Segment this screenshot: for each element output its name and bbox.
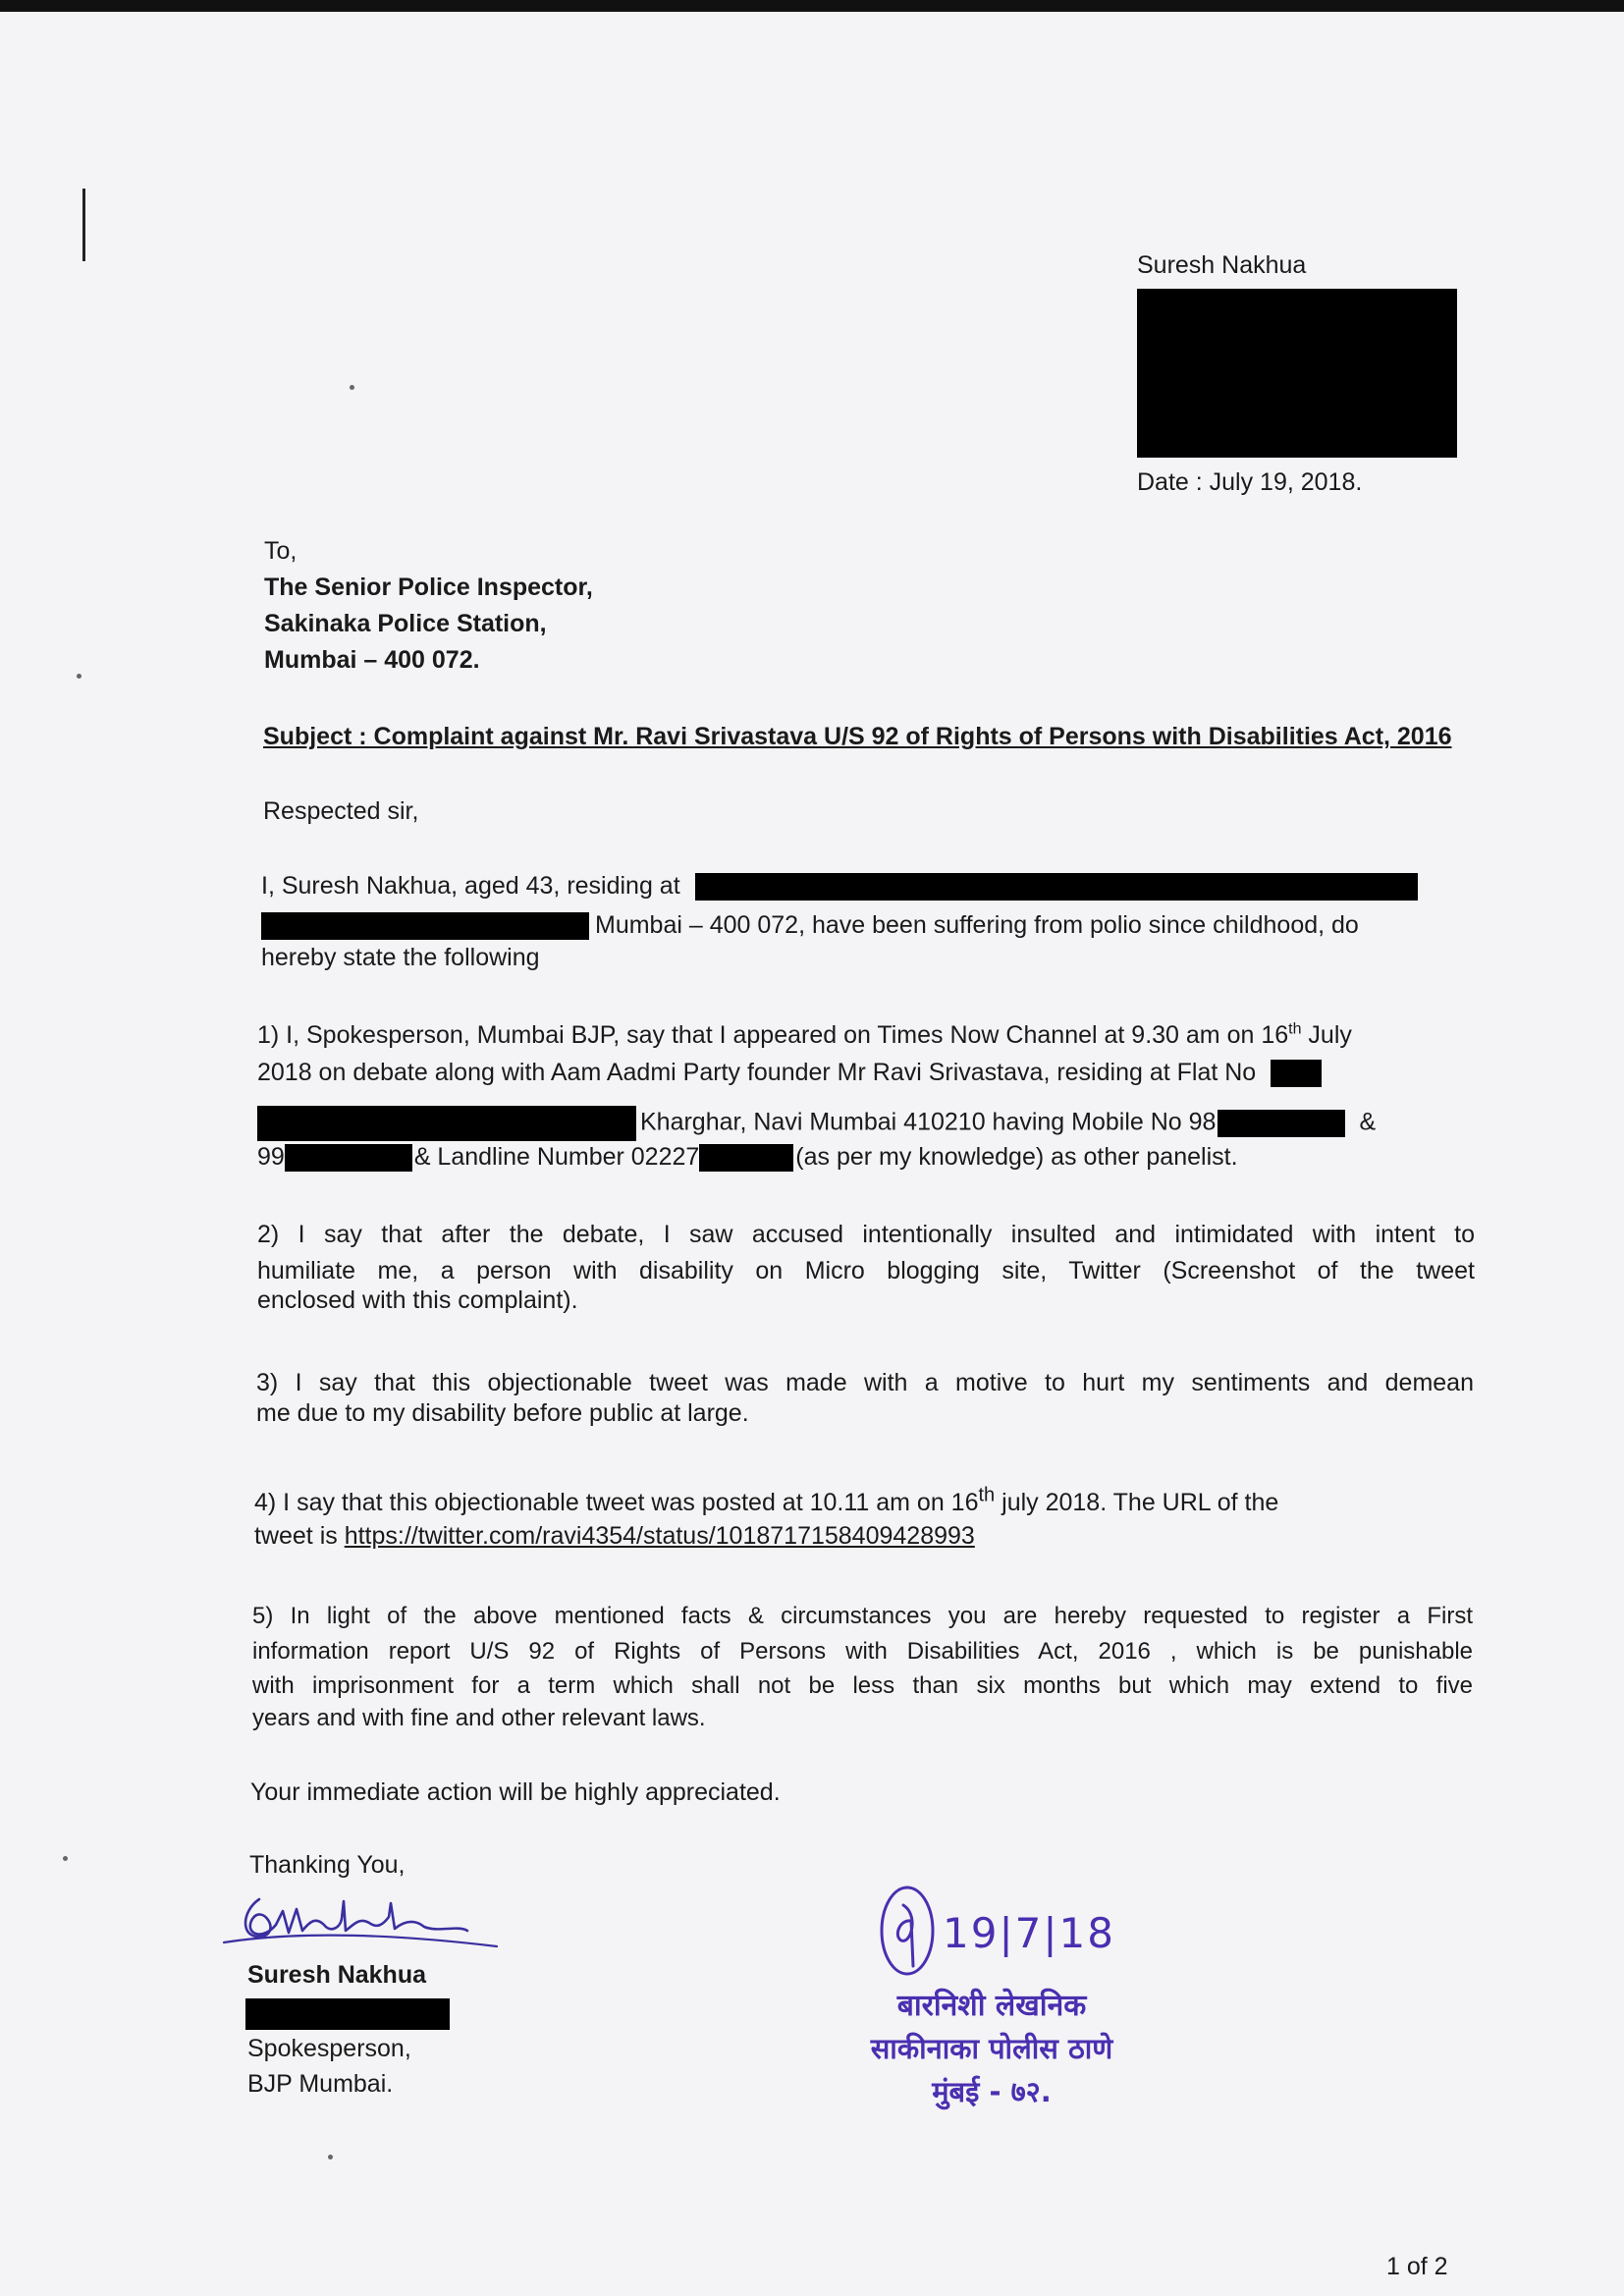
point4-line-2 [254,1520,975,1553]
point4-text-2: july 2018. The URL of the [995,1489,1279,1516]
salutation: Respected sir, [263,797,419,825]
point5-line-3: with imprisonment for a term which shall not be less than six months but which may extend to five [252,1672,1473,1699]
point3-line-1: 3) I say that this objectionable tweet was made with a motive to hurt my sentiments and demean [256,1369,1474,1396]
scan-speck [77,674,81,679]
letter-date: Date : July 19, 2018. [1137,468,1363,496]
signatory-phone-redaction [245,1998,450,2030]
stamp-handwritten-date: 19|7|18 [943,1909,1115,1957]
intro-line-1 [261,870,1418,902]
subject-line: Subject : Complaint against Mr. Ravi Srivastava U/S 92 of Rights of Persons with Disabilities Act, 2016 [263,723,1452,750]
point1-text-7: & Landline Number 02227 [413,1143,700,1171]
point5-line-4: years and with fine and other relevant laws. [252,1705,706,1731]
margin-mark [82,189,85,261]
ordinal-suffix: th [1288,1020,1302,1038]
point1-line-1 [257,1019,1352,1052]
point4-text-1: 4) I say that this objectionable tweet was posted at 10.11 am on 16 [254,1489,979,1516]
scan-speck [63,1856,68,1861]
tweet-url-link[interactable]: https://twitter.com/ravi4354/status/1018717158409428993 [344,1522,975,1550]
point2-line-2: humiliate me, a person with disability on Micro blogging site, Twitter (Screenshot of the tweet [257,1257,1475,1285]
address-redaction [695,873,1418,901]
mobile-redaction-1 [1218,1110,1345,1137]
point1-text-5: & [1359,1108,1377,1136]
mobile-redaction-2 [285,1144,412,1172]
intro-line-3: hereby state the following [261,944,540,971]
sender-name: Suresh Nakhua [1137,251,1307,279]
scan-speck [328,2155,333,2159]
address-redaction-2 [261,912,589,940]
sender-address-redaction [1137,289,1457,458]
address-redaction-3 [257,1106,636,1141]
point1-text-3: 2018 on debate along with Aam Aadmi Party founder Mr Ravi Srivastava, residing at Flat No [257,1059,1257,1086]
stamp-line-2: साकीनाका पोलीस ठाणे [870,2032,1113,2065]
handwritten-signature [222,1882,507,1960]
signatory-org: BJP Mumbai. [247,2070,394,2098]
point4-text-3: tweet is [254,1522,345,1550]
closing-request: Your immediate action will be highly appreciated. [250,1778,781,1806]
point3-line-2: me due to my disability before public at large. [256,1399,749,1427]
landline-redaction [699,1144,793,1172]
point1-text-4: Kharghar, Navi Mumbai 410210 having Mobile No 98 [640,1108,1217,1136]
recipient-city: Mumbai – 400 072. [264,646,480,674]
point1-text-1: 1) I, Spokesperson, Mumbai BJP, say that I appeared on Times Now Channel at 9.30 am on 16 [257,1021,1289,1049]
recipient-station: Sakinaka Police Station, [264,610,547,637]
signatory-role: Spokesperson, [247,2035,411,2062]
intro-text-2: Mumbai – 400 072, have been suffering from polio since childhood, do [595,911,1359,939]
point1-line-2 [257,1057,1322,1089]
signatory-name: Suresh Nakhua [247,1961,427,1989]
point2-line-3: enclosed with this complaint). [257,1286,578,1314]
stamp-line-3: मुंबई - ७२. [932,2075,1052,2108]
intro-line-2 [261,909,1359,942]
ordinal-suffix: th [978,1484,996,1506]
thanking-you: Thanking You, [249,1851,406,1879]
point2-line-1: 2) I say that after the debate, I saw accused intentionally insulted and intimidated with intent to [257,1221,1475,1248]
stamp-line-1: बारनिशी लेखनिक [896,1989,1087,2023]
flat-no-redaction [1271,1060,1322,1087]
recipient-title: The Senior Police Inspector, [264,574,593,601]
point1-line-4 [257,1141,1238,1174]
point1-line-3 [257,1106,1376,1141]
recipient-to: To, [264,537,298,565]
scan-top-edge [0,0,1624,12]
point1-text-2: July [1301,1021,1352,1049]
page-number: 1 of 2 [1386,2253,1448,2280]
intro-text-1: I, Suresh Nakhua, aged 43, residing at [261,872,680,900]
point4-line-1 [254,1484,1474,1519]
stamp-initials [868,1876,947,1984]
point5-line-2: information report U/S 92 of Rights of Persons with Disabilities Act, 2016 , which is be punishable [252,1638,1473,1665]
point5-line-1: 5) In light of the above mentioned facts & circumstances you are hereby requested to register a First [252,1603,1473,1629]
point1-text-8: (as per my knowledge) as other panelist. [795,1143,1238,1171]
scan-speck [350,385,354,390]
point1-text-6: 99 [257,1143,285,1171]
